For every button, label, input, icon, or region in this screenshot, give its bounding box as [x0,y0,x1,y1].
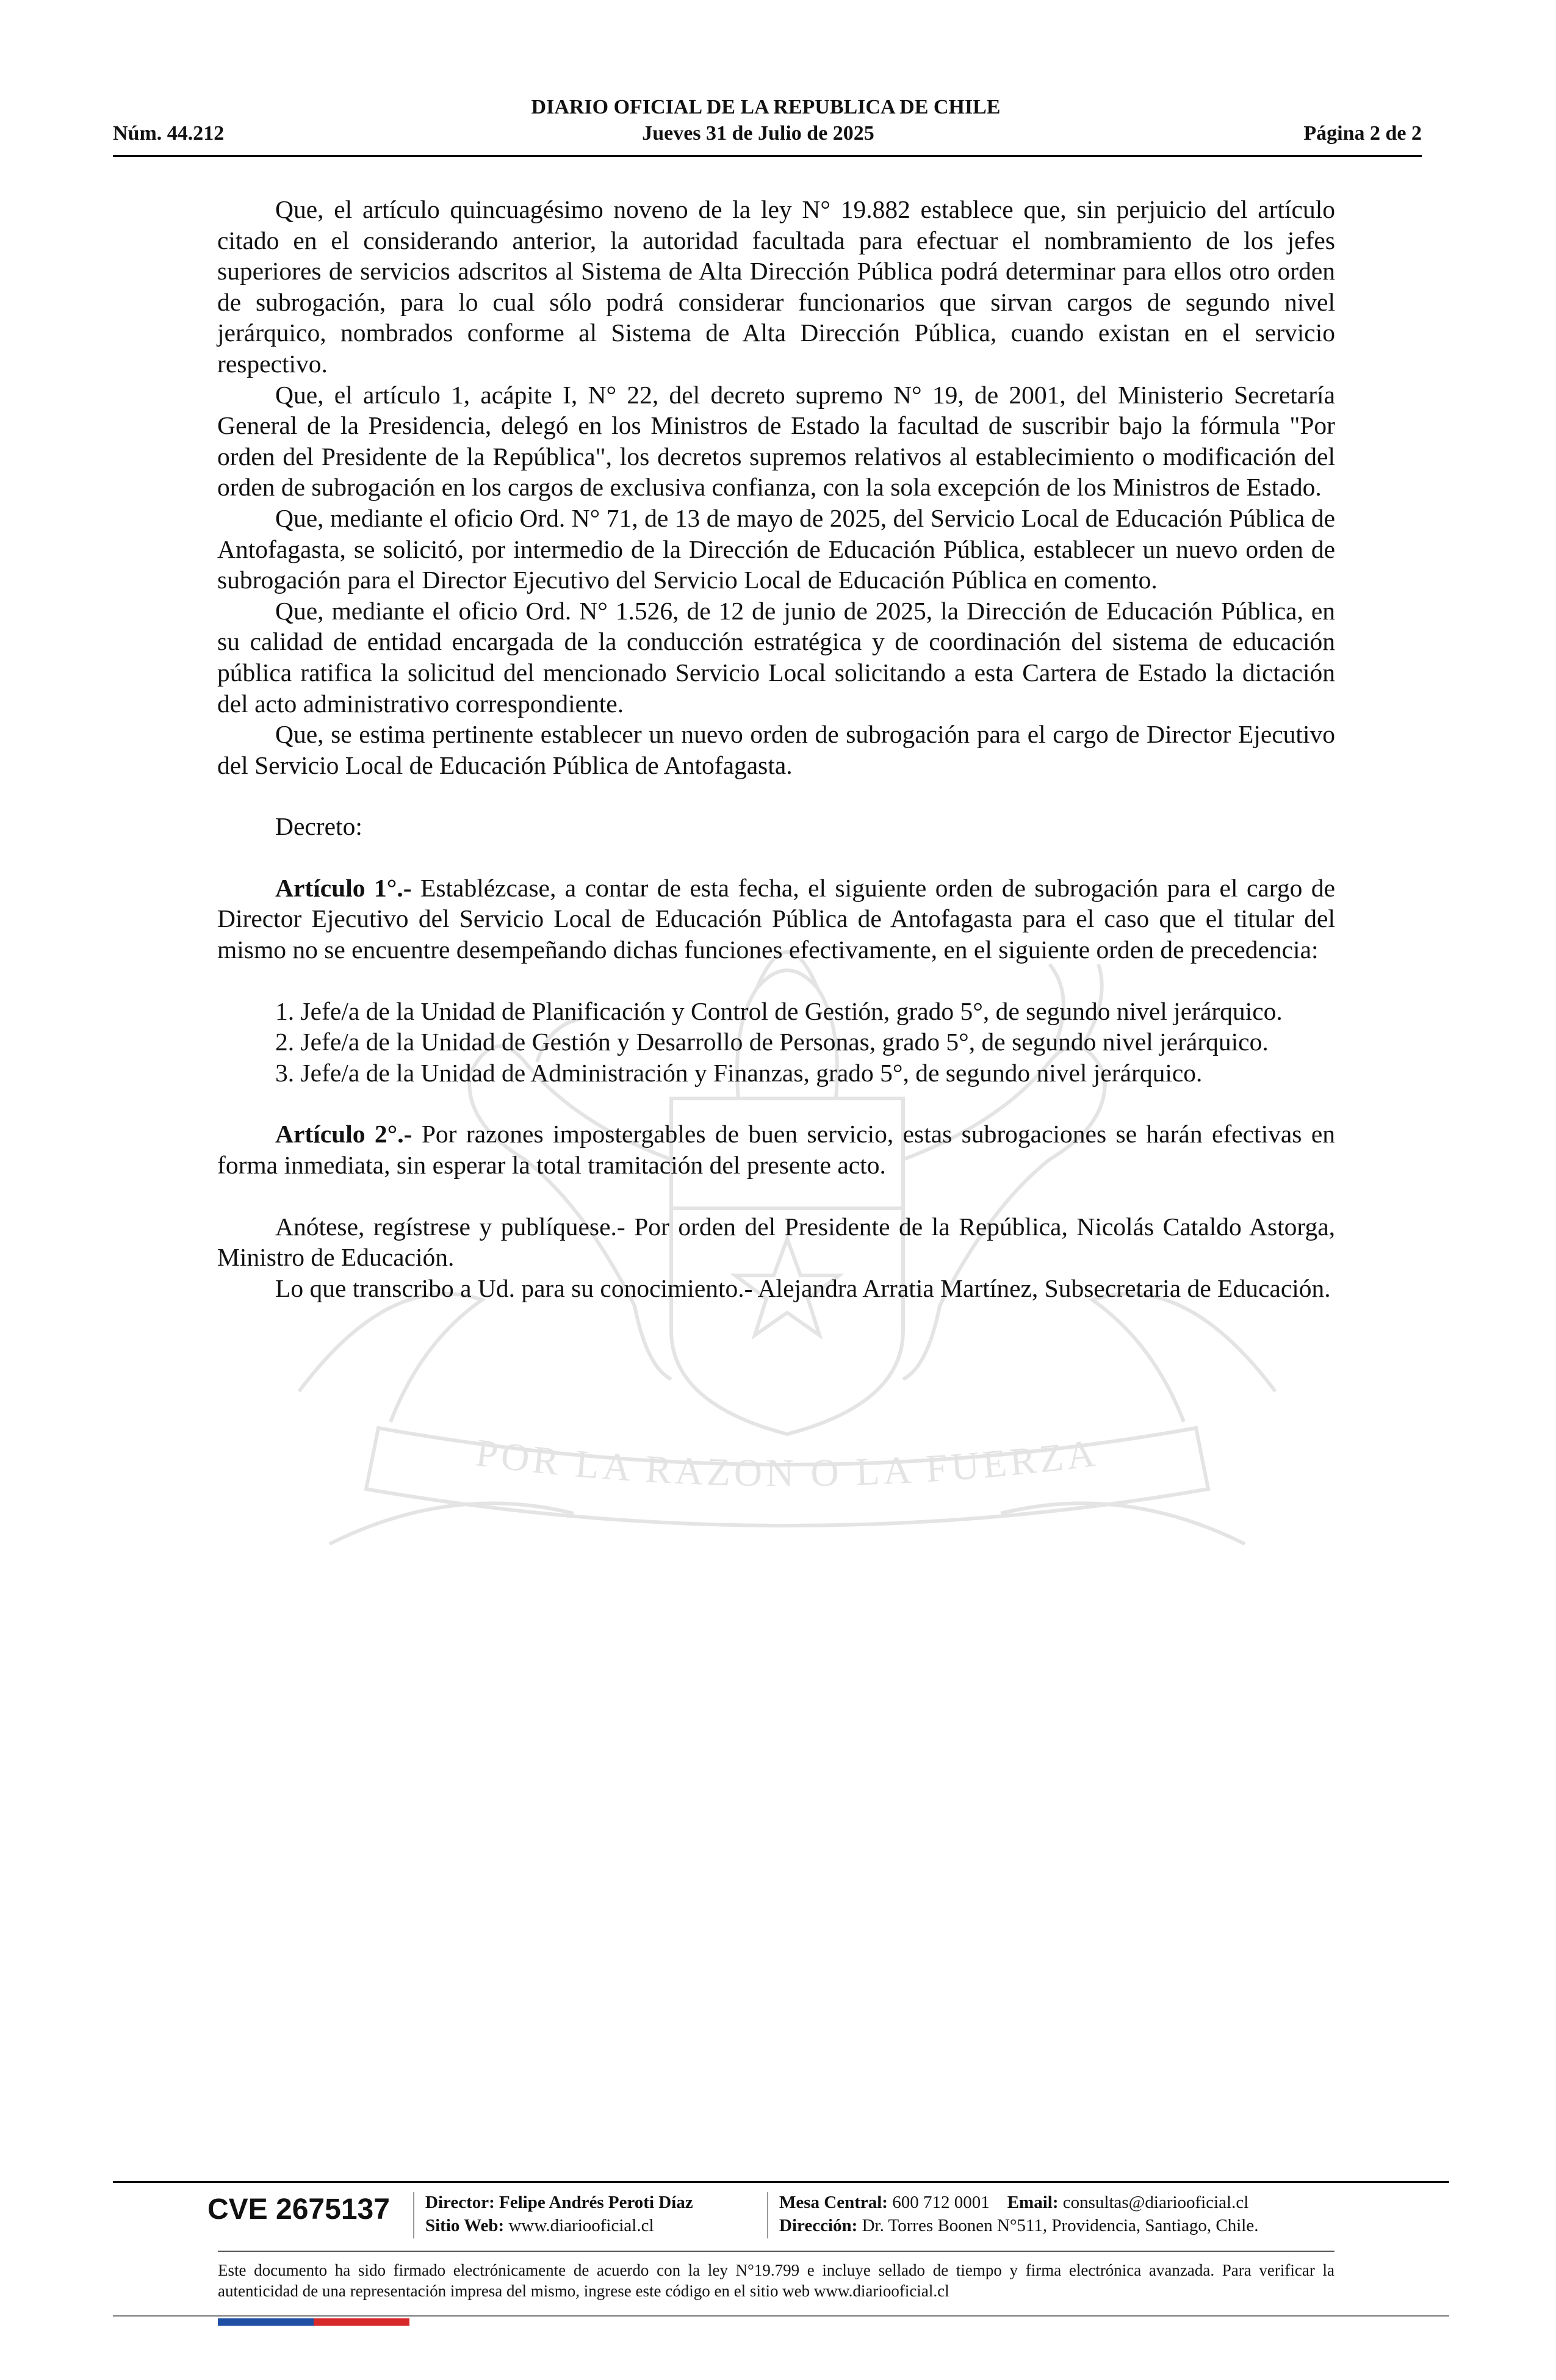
precedence-item: 1. Jefe/a de la Unidad de Planificación y Control de Gestión, grado 5°, de segundo nivel jerárquico. [275,997,1283,1025]
director-name: Felipe Andrés Peroti Díaz [499,2193,693,2212]
header-divider [113,155,1422,157]
article-2-label: Artículo 2°.- [275,1120,412,1149]
precedence-item: 2. Jefe/a de la Unidad de Gestión y Desarrollo de Personas, grado 5°, de segundo nivel jerárquico. [275,1028,1269,1056]
issue-date: Jueves 31 de Julio de 2025 [642,122,874,145]
flag-stripe [218,2318,409,2326]
paragraph-3: Que, mediante el oficio Ord. N° 71, de 13 de mayo de 2025, del Servicio Local de Educación Pública de Antofagasta, se solicitó, por intermedio de la Dirección de Educación Pública, establecer un nuevo orden de subrogación para el Director Ejecutivo del Servicio Local de Educación Pública en comento. [217,503,1335,594]
email-label: Email: [1007,2193,1059,2212]
paragraph-4: Que, mediante el oficio Ord. N° 1.526, de 12 de junio de 2025, la Dirección de Educación Pública, en su calidad de entidad encargada de la conducción estratégica y de coordinación del sistema de educación pública ratifica la solicitud del mencionado Servicio Local solicitando a esta Cartera de Estado la dictación del acto administrativo correspondiente. [217,596,1335,718]
website-link[interactable]: www.diariooficial.cl [508,2216,654,2235]
paragraph-5: Que, se estima pertinente establecer un nuevo orden de subrogación para el cargo de Director Ejecutivo del Servicio Local de Educación Pública de Antofagasta. [217,720,1335,779]
gazette-title: DIARIO OFICIAL DE LA REPUBLICA DE CHILE [531,96,1001,118]
motto-text: POR LA RAZON O LA FUERZA [473,1430,1101,1495]
document-body [217,194,1335,1304]
footer-separator [413,2192,414,2238]
flag-red-bar [314,2318,409,2326]
signature-notice: Este documento ha sido firmado electrónicamente de acuerdo con la ley N°19.799 e incluye sellado de tiempo y firma electrónica avanzada. Para verificar la autenticidad de una representación impresa del mismo, ingrese este código en el sitio web www.diariooficial.cl [218,2261,1334,2300]
flag-blue-bar [218,2318,314,2326]
paragraph-1: Que, el artículo quincuagésimo noveno de la ley N° 19.882 establece que, sin perjuicio del artículo citado en el considerando anterior, la autoridad facultada para efectuar el nombramiento de los jefes superiores de servicios adscritos al Sistema de Alta Dirección Pública podrá determinar para ellos otro orden de subrogación, para lo cual sólo podrá considerar funcionarios que sirvan cargos de segundo nivel jerárquico, nombrados conforme al Sistema de Alta Dirección Pública, cuando existan en el servicio respectivo. [217,195,1335,378]
issue-number: Núm. 44.212 [113,122,225,145]
footer-inner-divider [218,2251,1334,2252]
footer-bottom-rule [113,2315,1449,2317]
svg-text:POR LA RAZON O LA FUERZA [474,1430,1101,1495]
mesa-label: Mesa Central: [779,2193,888,2212]
article-2-text: Por razones impostergables de buen servicio, estas subrogaciones se harán efectivas en forma inmediata, sin esperar la total tramitación del presente acto. [217,1120,1335,1180]
page-indicator: Página 2 de 2 [1303,122,1422,145]
address-label: Dirección: [779,2216,858,2235]
article-2 [217,1119,1335,1180]
precedence-item: 3. Jefe/a de la Unidad de Administración y Finanzas, grado 5°, de segundo nivel jerárquico. [275,1058,1203,1087]
decree-heading: Decreto: [275,812,362,841]
cve-code: CVE 2675137 [207,2193,390,2226]
website-label: Sitio Web: [425,2216,505,2235]
article-1-text: Establézcase, a contar de esta fecha, el siguiente orden de subrogación para el cargo de Director Ejecutivo del Servicio Local de Educación Pública de Antofagasta para el caso que el titular del mismo no se encuentre desempeñando dichas funciones efectivamente, en el siguiente orden de precedencia: [217,873,1336,964]
director-label: Director: [425,2193,495,2212]
footer-separator [767,2192,768,2238]
address-value: Dr. Torres Boonen N°511, Providencia, Santiago, Chile. [862,2216,1259,2235]
article-1-label: Artículo 1°.- [275,873,412,902]
header-row [113,122,1422,149]
article-1 [217,873,1335,965]
mesa-phone: 600 712 0001 [892,2193,990,2212]
closing-paragraph: Anótese, regístrese y publíquese.- Por orden del Presidente de la República, Nicolás Cataldo Astorga, Ministro de Educación. [217,1212,1335,1272]
email-link[interactable]: consultas@diariooficial.cl [1062,2193,1249,2212]
closing-paragraph: Lo que transcribo a Ud. para su conocimiento.- Alejandra Arratia Martínez, Subsecretaria de Educación. [275,1274,1331,1302]
paragraph-2: Que, el artículo 1, acápite I, N° 22, del decreto supremo N° 19, de 2001, del Ministerio Secretaría General de la Presidencia, delegó en los Ministros de Estado la facultad de suscribir bajo la fórmula "Por orden del Presidente de la República", los decretos supremos relativos al establecimiento o modificación del orden de subrogación en los cargos de exclusiva confianza, con la sola excepción de los Ministros de Estado. [217,380,1335,502]
footer-contact-block [779,2191,1258,2237]
footer-director-block [425,2191,693,2237]
footer-divider [113,2181,1449,2183]
